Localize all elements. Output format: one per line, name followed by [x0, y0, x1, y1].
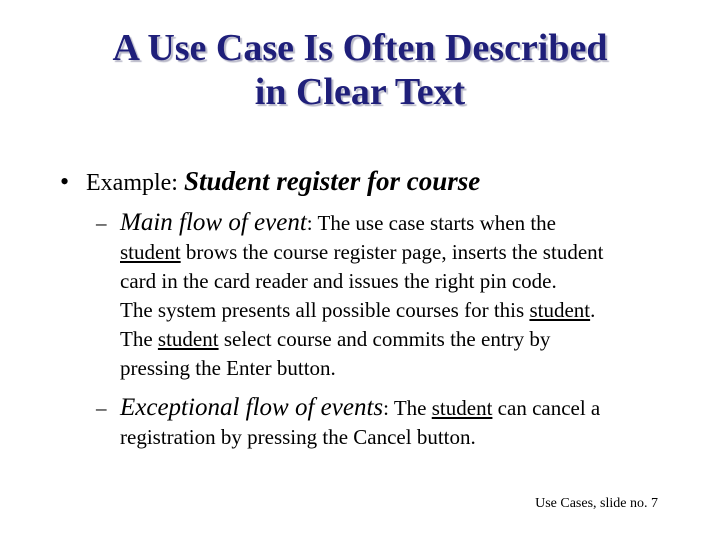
main-flow-l5-post: select course and commits the entry by [218, 327, 551, 351]
main-flow-l4-pre: The system presents all possible courses for this [120, 298, 530, 322]
main-flow-l5-pre: The [120, 327, 158, 351]
slide-title-line-2: in Clear Text [254, 71, 466, 113]
main-flow-l4-student: student [529, 298, 591, 322]
exceptional-flow-colon: : [383, 396, 389, 420]
main-flow-dash: – [96, 211, 107, 235]
main-flow-line-1 [96, 208, 696, 238]
main-flow-line-2 [96, 238, 696, 267]
exceptional-flow-item [96, 393, 696, 452]
slide-title-line-1: A Use Case Is Often Described [112, 27, 608, 69]
slide-title [0, 26, 720, 114]
main-flow-heading: Main flow of event [120, 209, 307, 236]
exceptional-flow-heading: Exceptional flow of events [120, 394, 384, 421]
main-flow-l2-student: student [120, 240, 181, 264]
exceptional-flow-l1-pre: The [388, 396, 432, 420]
exceptional-flow-dash: – [96, 396, 107, 420]
bullet-marker: • [60, 167, 70, 196]
example-bullet [60, 165, 480, 199]
main-flow-l2-text: brows the course register page, inserts the student [180, 240, 604, 264]
slide-footer: Use Cases, slide no. 7 [535, 496, 658, 511]
example-lead: Example: [86, 170, 184, 196]
main-flow-line-3: card in the card reader and issues the right pin code. [120, 269, 557, 293]
example-emphasis: Student register for course [183, 166, 481, 196]
main-flow-line-5 [96, 325, 696, 354]
main-flow-item [96, 208, 696, 383]
exceptional-flow-l1-student: student [431, 396, 493, 420]
exceptional-flow-line-2: registration by pressing the Cancel button. [120, 425, 476, 449]
main-flow-l5-student: student [157, 327, 219, 351]
exceptional-flow-l1-post: can cancel a [492, 396, 601, 420]
main-flow-l1-text: The use case starts when the [312, 211, 556, 235]
main-flow-line-6: pressing the Enter button. [120, 356, 336, 380]
exceptional-flow-line-1 [96, 393, 696, 423]
main-flow-l4-post: . [590, 298, 596, 322]
main-flow-colon: : [306, 211, 313, 235]
main-flow-line-4 [96, 296, 696, 325]
